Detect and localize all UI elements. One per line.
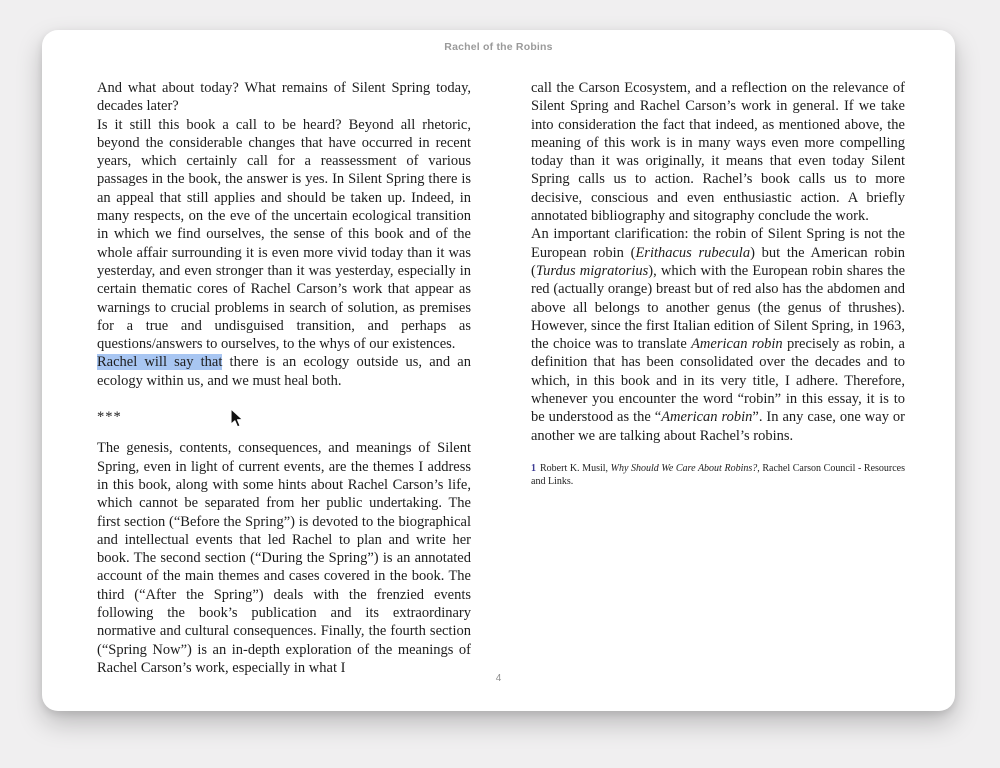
footnote-marker: 1	[531, 462, 536, 474]
paragraph	[531, 79, 905, 225]
mouse-cursor-icon	[229, 408, 245, 430]
italic-run: Why Should We Care About Robins?	[610, 462, 758, 474]
running-header-title: Rachel of the Robins	[444, 41, 553, 53]
text-run: call the Carson Ecosystem, and a reflection on the relevance of Silent Spring and Rachel Carson’s work in general. If we take into consideration the fact that indeed, as mentioned above, the meaning of this work is in many ways even more compelling today than it was originally, it means that even today Silent Spring calls us to action. Rachel’s book calls us to more decisive, conscious and even enthusiastic action. A briefly annotated bibliography and sitography conclude the work.	[531, 80, 905, 225]
selection-highlight: Rachel will say that	[97, 354, 223, 371]
text-run: Is it still this book a call to be heard? Beyond all rhetoric, beyond the considerable changes that have occurred in recent years, which certainly call for a reassessment of various passages in the book, the answer is yes. In Silent Spring there is an appeal that still applies and should be taken up. Indeed, in many respects, on the eve of the uncertain ecological transition in which we find ourselves, the sense of this book and of the whole affair surrounding it is even more vivid today than it was yesterday, and even stronger than it was yesterday, especially in certain thematic cores of Rachel Carson’s work that appear as warnings to crucial problems in search of solution, as premises for a true and undisguised transition, and perhaps as questions/answers to ourselves, to the whys of our existences.	[97, 116, 471, 353]
paragraph	[97, 79, 471, 116]
italic-run: Erithacus rubecula	[635, 244, 751, 261]
footnote	[531, 462, 905, 489]
paragraph	[531, 225, 905, 445]
text-run: , Rachel Carson Council - Resources and Links.	[531, 462, 906, 488]
italic-run: American robin	[691, 336, 783, 353]
text-columns	[97, 79, 905, 677]
text-run: Robert K. Musil,	[540, 462, 611, 474]
text-run: there is an ecology outside us, and an ecology within us, and we must heal both.	[97, 354, 471, 389]
book-page	[42, 30, 955, 711]
italic-run: Turdus migratorius	[535, 262, 649, 279]
text-run: An important clarification: the robin of Silent Spring is not the European robin (	[531, 226, 905, 261]
text-run: ), which with the European robin shares the red (actually orange) breast but of red also has the abdomen and above all belongs to another genus (the genus of thrushes). However, since the first Italian edition of Silent Spring, in 1963, the choice was to translate	[531, 262, 906, 353]
text-run: precisely as robin, a definition that has been consolidated over the decades and to which, in this book and in its very title, I adhere. Therefore, whenever you encounter the word “robin” in this essay, it is to be understood as the “	[531, 336, 905, 426]
text-run: ”. In any case, one way or another we are talking about Rachel’s robins.	[531, 409, 905, 444]
italic-run: American robin	[661, 409, 753, 426]
left-column	[97, 79, 471, 677]
section-separator: ***	[97, 409, 122, 426]
paragraph	[97, 439, 471, 677]
paragraph	[97, 353, 471, 390]
paragraph	[97, 116, 471, 354]
right-column	[531, 79, 905, 677]
page-number: 4	[495, 673, 502, 684]
text-run: And what about today? What remains of Silent Spring today, decades later?	[97, 80, 471, 115]
text-run: ) but the American robin (	[531, 244, 906, 279]
text-run: The genesis, contents, consequences, and meanings of Silent Spring, even in light of current events, are the themes I address in this book, along with some hints about Rachel Carson’s life, which cannot be separated from her public undertaking. The first section (“Before the Spring”) is devoted to the biographical and intellectual events that led Rachel to plan and write her book. The second section (“During the Spring”) is an annotated account of the main themes and cases covered in the book. The third (“After the Spring”) deals with the frenzied events following the book’s publication and its extraordinary normative and cultural consequences. Finally, the fourth section (“Spring Now”) is an in-depth exploration of the meanings of Rachel Carson’s work, especially in what I	[97, 440, 471, 676]
